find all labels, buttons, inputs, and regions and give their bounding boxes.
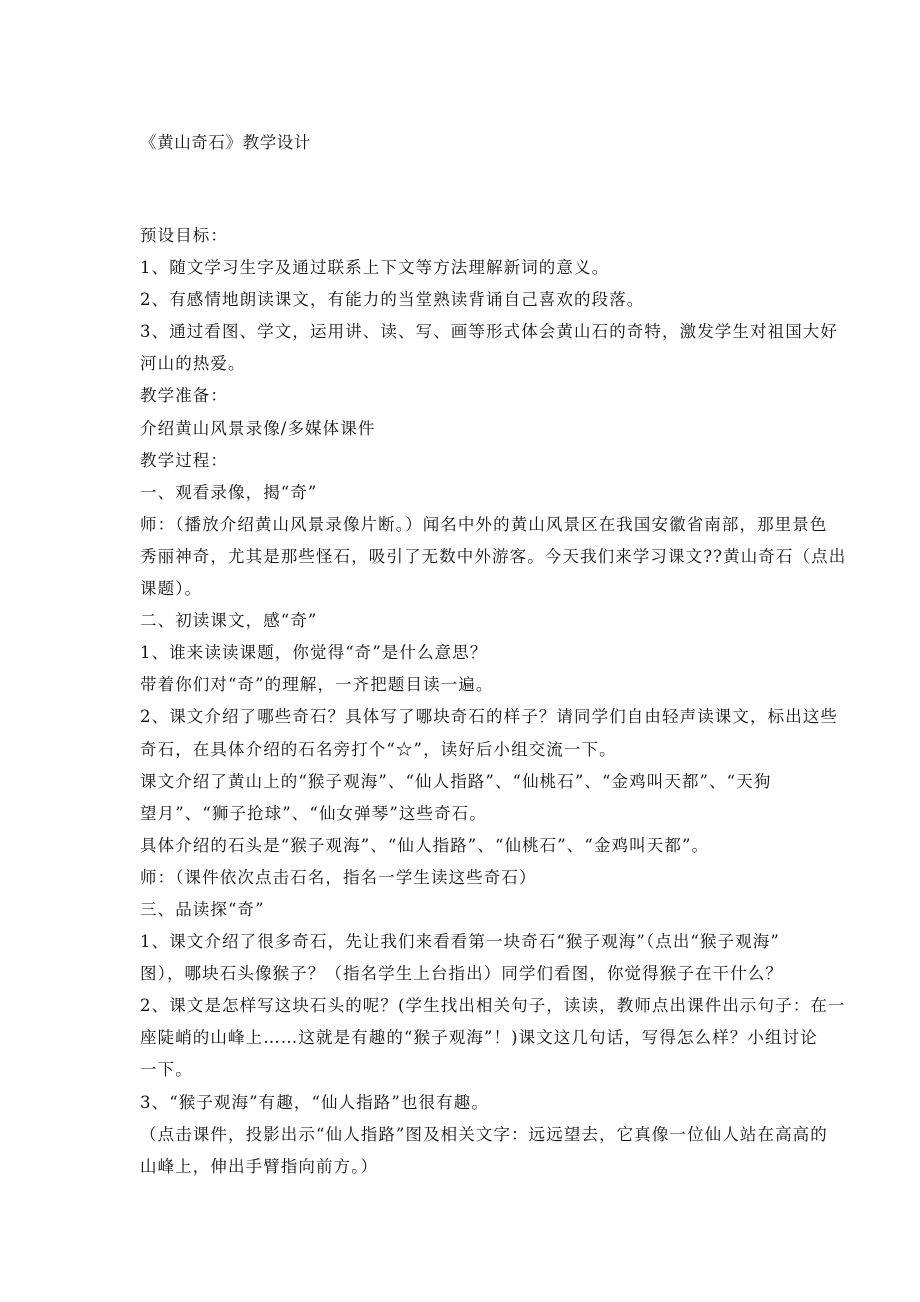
text-line: 图），哪块石头像猴子？（指名学生上台指出）同学们看图，你觉得猴子在干什么？ (140, 964, 783, 984)
text-line: 师：（播放介绍黄山风景录像片断。）闻名中外的黄山风景区在我国安徽省南部，那里景色 (140, 514, 828, 534)
text-line: 河山的热爱。 (140, 354, 246, 374)
text-line: 秀丽神奇，尤其是那些怪石，吸引了无数中外游客。今天我们来学习课文??黄山奇石（点出 (140, 546, 847, 566)
text-line: 座陡峭的山峰上……这就是有趣的“猴子观海”！)课文这几句话，写得怎么样？小组讨论 (140, 1028, 818, 1048)
text-line: 二、初读课文，感“奇” (140, 611, 318, 631)
text-line: 2、课文介绍了哪些奇石？具体写了哪块奇石的样子？请同学们自由轻声读课文，标出这些 (140, 707, 838, 727)
text-line: 课文介绍了黄山上的“猴子观海”、“仙人指路”、“仙桃石”、“金鸡叫天都”、“天狗 (140, 771, 772, 791)
text-line: 3、通过看图、学文，运用讲、读、写、画等形式体会黄山石的奇特，激发学生对祖国大好 (140, 322, 838, 342)
text-line: 三、品读探“奇” (140, 899, 265, 919)
text-line: 一、观看录像，揭“奇” (140, 482, 318, 502)
text-line: 望月”、“狮子抢球”、“仙女弹琴”这些奇石。 (140, 803, 487, 823)
text-line: 2、课文是怎样写这块石头的呢？(学生找出相关句子，读读，教师点出课件出示句子：在一 (140, 996, 846, 1016)
text-line: 教学准备： (140, 386, 228, 406)
text-line: 课题）。 (140, 579, 203, 599)
text-line: 山峰上，伸出手臂指向前方。） (140, 1156, 379, 1176)
text-line: 一下。 (140, 1060, 193, 1080)
document-body (140, 220, 847, 1183)
document-title: 《黄山奇石》教学设计 (140, 133, 311, 152)
text-line: 奇石，在具体介绍的石名旁打个“☆”，读好后小组交流一下。 (140, 739, 617, 759)
text-line: 教学过程： (140, 450, 228, 470)
text-line: 介绍黄山风景录像/多媒体课件 (140, 418, 376, 438)
text-line: 1、谁来读读课题，你觉得“奇”是什么意思？ (140, 643, 488, 663)
text-line: 1、随文学习生字及通过联系上下文等方法理解新词的意义。 (140, 258, 610, 278)
text-line: 2、有感情地朗读课文，有能力的当堂熟读背诵自己喜欢的段落。 (140, 290, 645, 310)
text-line: （点击课件，投影出示“仙人指路”图及相关文字：远远望去，它真像一位仙人站在高高的 (140, 1124, 828, 1144)
text-line: 师：（课件依次点击石名，指名一学生读这些奇石） (140, 867, 537, 887)
text-line: 具体介绍的石头是“猴子观海”、“仙人指路”、“仙桃石”、“金鸡叫天都”。 (140, 835, 710, 855)
text-line: 3、“猴子观海”有趣，“仙人指路”也很有趣。 (140, 1092, 489, 1112)
text-line: 带着你们对“奇”的理解，一齐把题目读一遍。 (140, 675, 494, 695)
text-line: 预设目标： (140, 226, 228, 245)
text-line: 1、课文介绍了很多奇石，先让我们来看看第一块奇石“猴子观海”（点出“猴子观海” (140, 932, 780, 952)
